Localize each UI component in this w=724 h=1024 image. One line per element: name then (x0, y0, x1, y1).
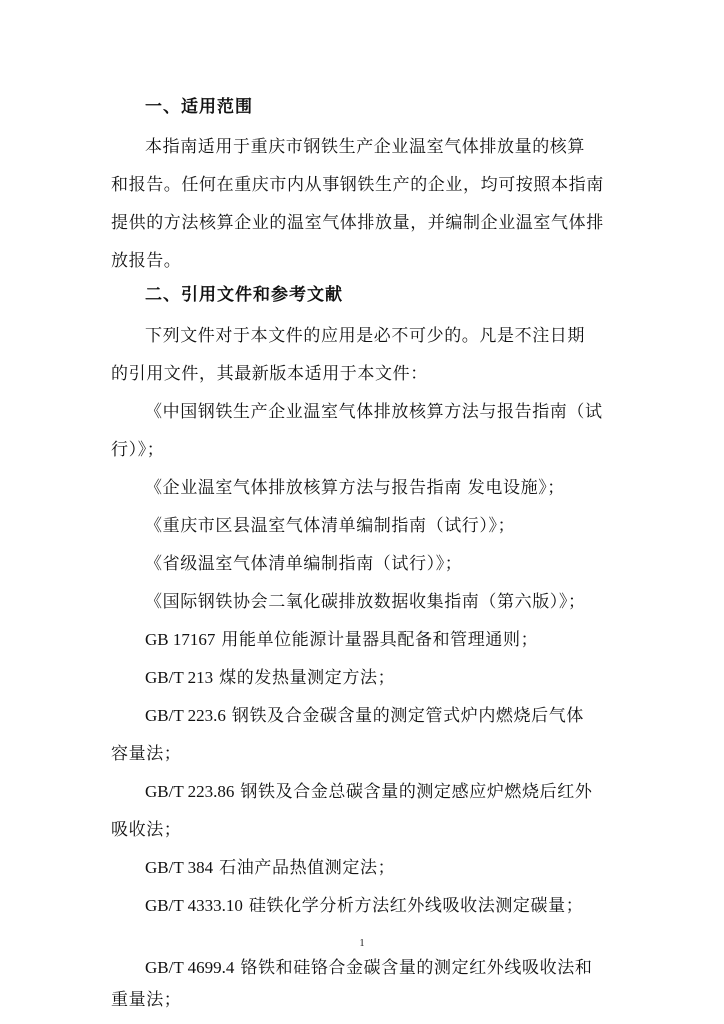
standard-title: 煤的发热量测定方法； (219, 668, 396, 688)
references-intro-line: 下列文件对于本文件的应用是必不可少的。凡是不注日期 (145, 326, 585, 346)
standard-reference-continuation: 容量法； (111, 744, 182, 764)
reference-doc-line: 《国际钢铁协会二氧化碳排放数据收集指南（第六版）》； (145, 592, 586, 612)
standard-reference-continuation: 重量法； (111, 990, 182, 1010)
standard-reference (145, 706, 616, 726)
standard-reference-continuation: 吸收法； (111, 820, 182, 840)
standard-title: 用能单位能源计量器具配备和管理通则； (221, 630, 539, 650)
references-intro-line: 的引用文件，其最新版本适用于本文件： (111, 364, 428, 384)
scope-paragraph-line: 本指南适用于重庆市钢铁生产企业温室气体排放量的核算 (145, 137, 585, 157)
standard-code: GB 17167 (145, 630, 216, 649)
standard-code: GB/T 4699.4 (145, 958, 235, 977)
reference-doc-line: 《企业温室气体排放核算方法与报告指南 发电设施》； (145, 478, 565, 498)
page-number: 1 (359, 938, 365, 949)
standard-code: GB/T 223.6 (145, 706, 226, 725)
scope-paragraph-line: 提供的方法核算企业的温室气体排放量，并编制企业温室气体排 (111, 213, 604, 233)
standard-reference (145, 958, 616, 978)
reference-doc-line: 《重庆市区县温室气体清单编制指南（试行）》； (145, 516, 516, 536)
section-heading-scope: 一、适用范围 (145, 97, 253, 117)
standard-reference (145, 858, 616, 878)
standard-title: 石油产品热值测定法； (219, 858, 396, 878)
standard-reference (145, 668, 616, 688)
standard-code: GB/T 213 (145, 668, 214, 687)
standard-title: 钢铁及合金碳含量的测定管式炉内燃烧后气体 (231, 706, 584, 726)
standard-reference (145, 896, 616, 916)
standard-reference (145, 630, 616, 650)
reference-doc-line: 《中国钢铁生产企业温室气体排放核算方法与报告指南（试 (145, 402, 603, 422)
reference-doc-line: 行）》； (111, 440, 165, 460)
standard-title: 铬铁和硅铬合金碳含量的测定红外线吸收法和 (240, 958, 593, 978)
standard-code: GB/T 223.86 (145, 782, 235, 801)
section-heading-references: 二、引用文件和参考文献 (145, 285, 343, 305)
scope-paragraph-line: 放报告。 (111, 251, 182, 271)
standard-reference (145, 782, 616, 802)
reference-doc-line: 《省级温室气体清单编制指南（试行）》； (145, 554, 463, 574)
scope-paragraph-line: 和报告。任何在重庆市内从事钢铁生产的企业，均可按照本指南 (111, 175, 604, 195)
standard-code: GB/T 4333.10 (145, 896, 243, 915)
standard-title: 硅铁化学分析方法红外线吸收法测定碳量； (248, 896, 584, 916)
standard-code: GB/T 384 (145, 858, 214, 877)
standard-title: 钢铁及合金总碳含量的测定感应炉燃烧后红外 (240, 782, 593, 802)
